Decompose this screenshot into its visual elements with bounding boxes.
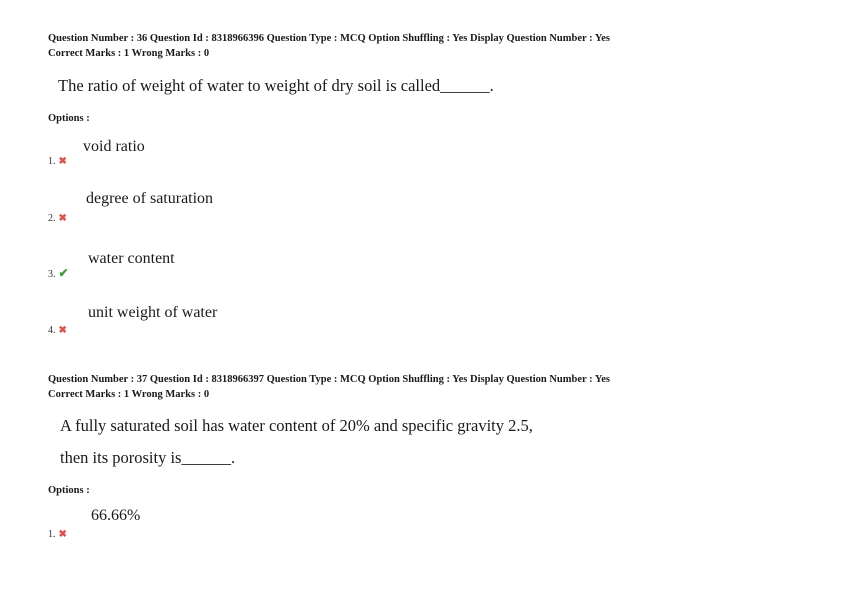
q37-options-label: Options :	[48, 485, 90, 496]
q36-option-2-text: degree of saturation	[86, 190, 214, 207]
q37-question-line1: A fully saturated soil has water content of 20% and specific gravity 2.5,	[60, 416, 533, 435]
q37-option-1-number: 1.	[48, 529, 56, 540]
q36-meta-line2: Correct Marks : 1 Wrong Marks : 0	[48, 48, 210, 59]
q36-option-2-marker	[48, 208, 67, 226]
cross-icon: ✖	[58, 156, 67, 167]
q37-question-line2: then its porosity is______.	[60, 448, 236, 467]
q36-option-1-number: 1.	[48, 156, 56, 167]
q36-option-3-number: 3.	[48, 269, 56, 280]
cross-icon: ✖	[58, 325, 67, 336]
q36-option-4-text: unit weight of water	[88, 304, 218, 321]
cross-icon: ✖	[58, 529, 67, 540]
q36-options-label: Options :	[48, 113, 90, 124]
check-icon: ✔	[58, 266, 69, 280]
q36-option-1-marker	[48, 151, 67, 169]
q36-meta-line1: Question Number : 36 Question Id : 8318966396 Question Type : MCQ Option Shuffling : Yes Display Question Number : Yes	[48, 33, 611, 44]
q36-question-text: The ratio of weight of water to weight of dry soil is called______.	[58, 76, 494, 95]
q37-meta-line2: Correct Marks : 1 Wrong Marks : 0	[48, 389, 210, 400]
q37-option-1-marker	[48, 524, 67, 542]
q37-meta-line1: Question Number : 37 Question Id : 8318966397 Question Type : MCQ Option Shuffling : Yes Display Question Number : Yes	[48, 374, 611, 385]
q36-option-2-number: 2.	[48, 213, 56, 224]
cross-icon: ✖	[58, 213, 67, 224]
q36-option-3-marker	[48, 264, 69, 282]
q36-option-1-text: void ratio	[83, 138, 145, 155]
q36-option-4-number: 4.	[48, 325, 56, 336]
q36-option-4-marker	[48, 320, 67, 338]
q37-option-1-text: 66.66%	[91, 507, 141, 524]
q36-option-3-text: water content	[88, 250, 175, 267]
